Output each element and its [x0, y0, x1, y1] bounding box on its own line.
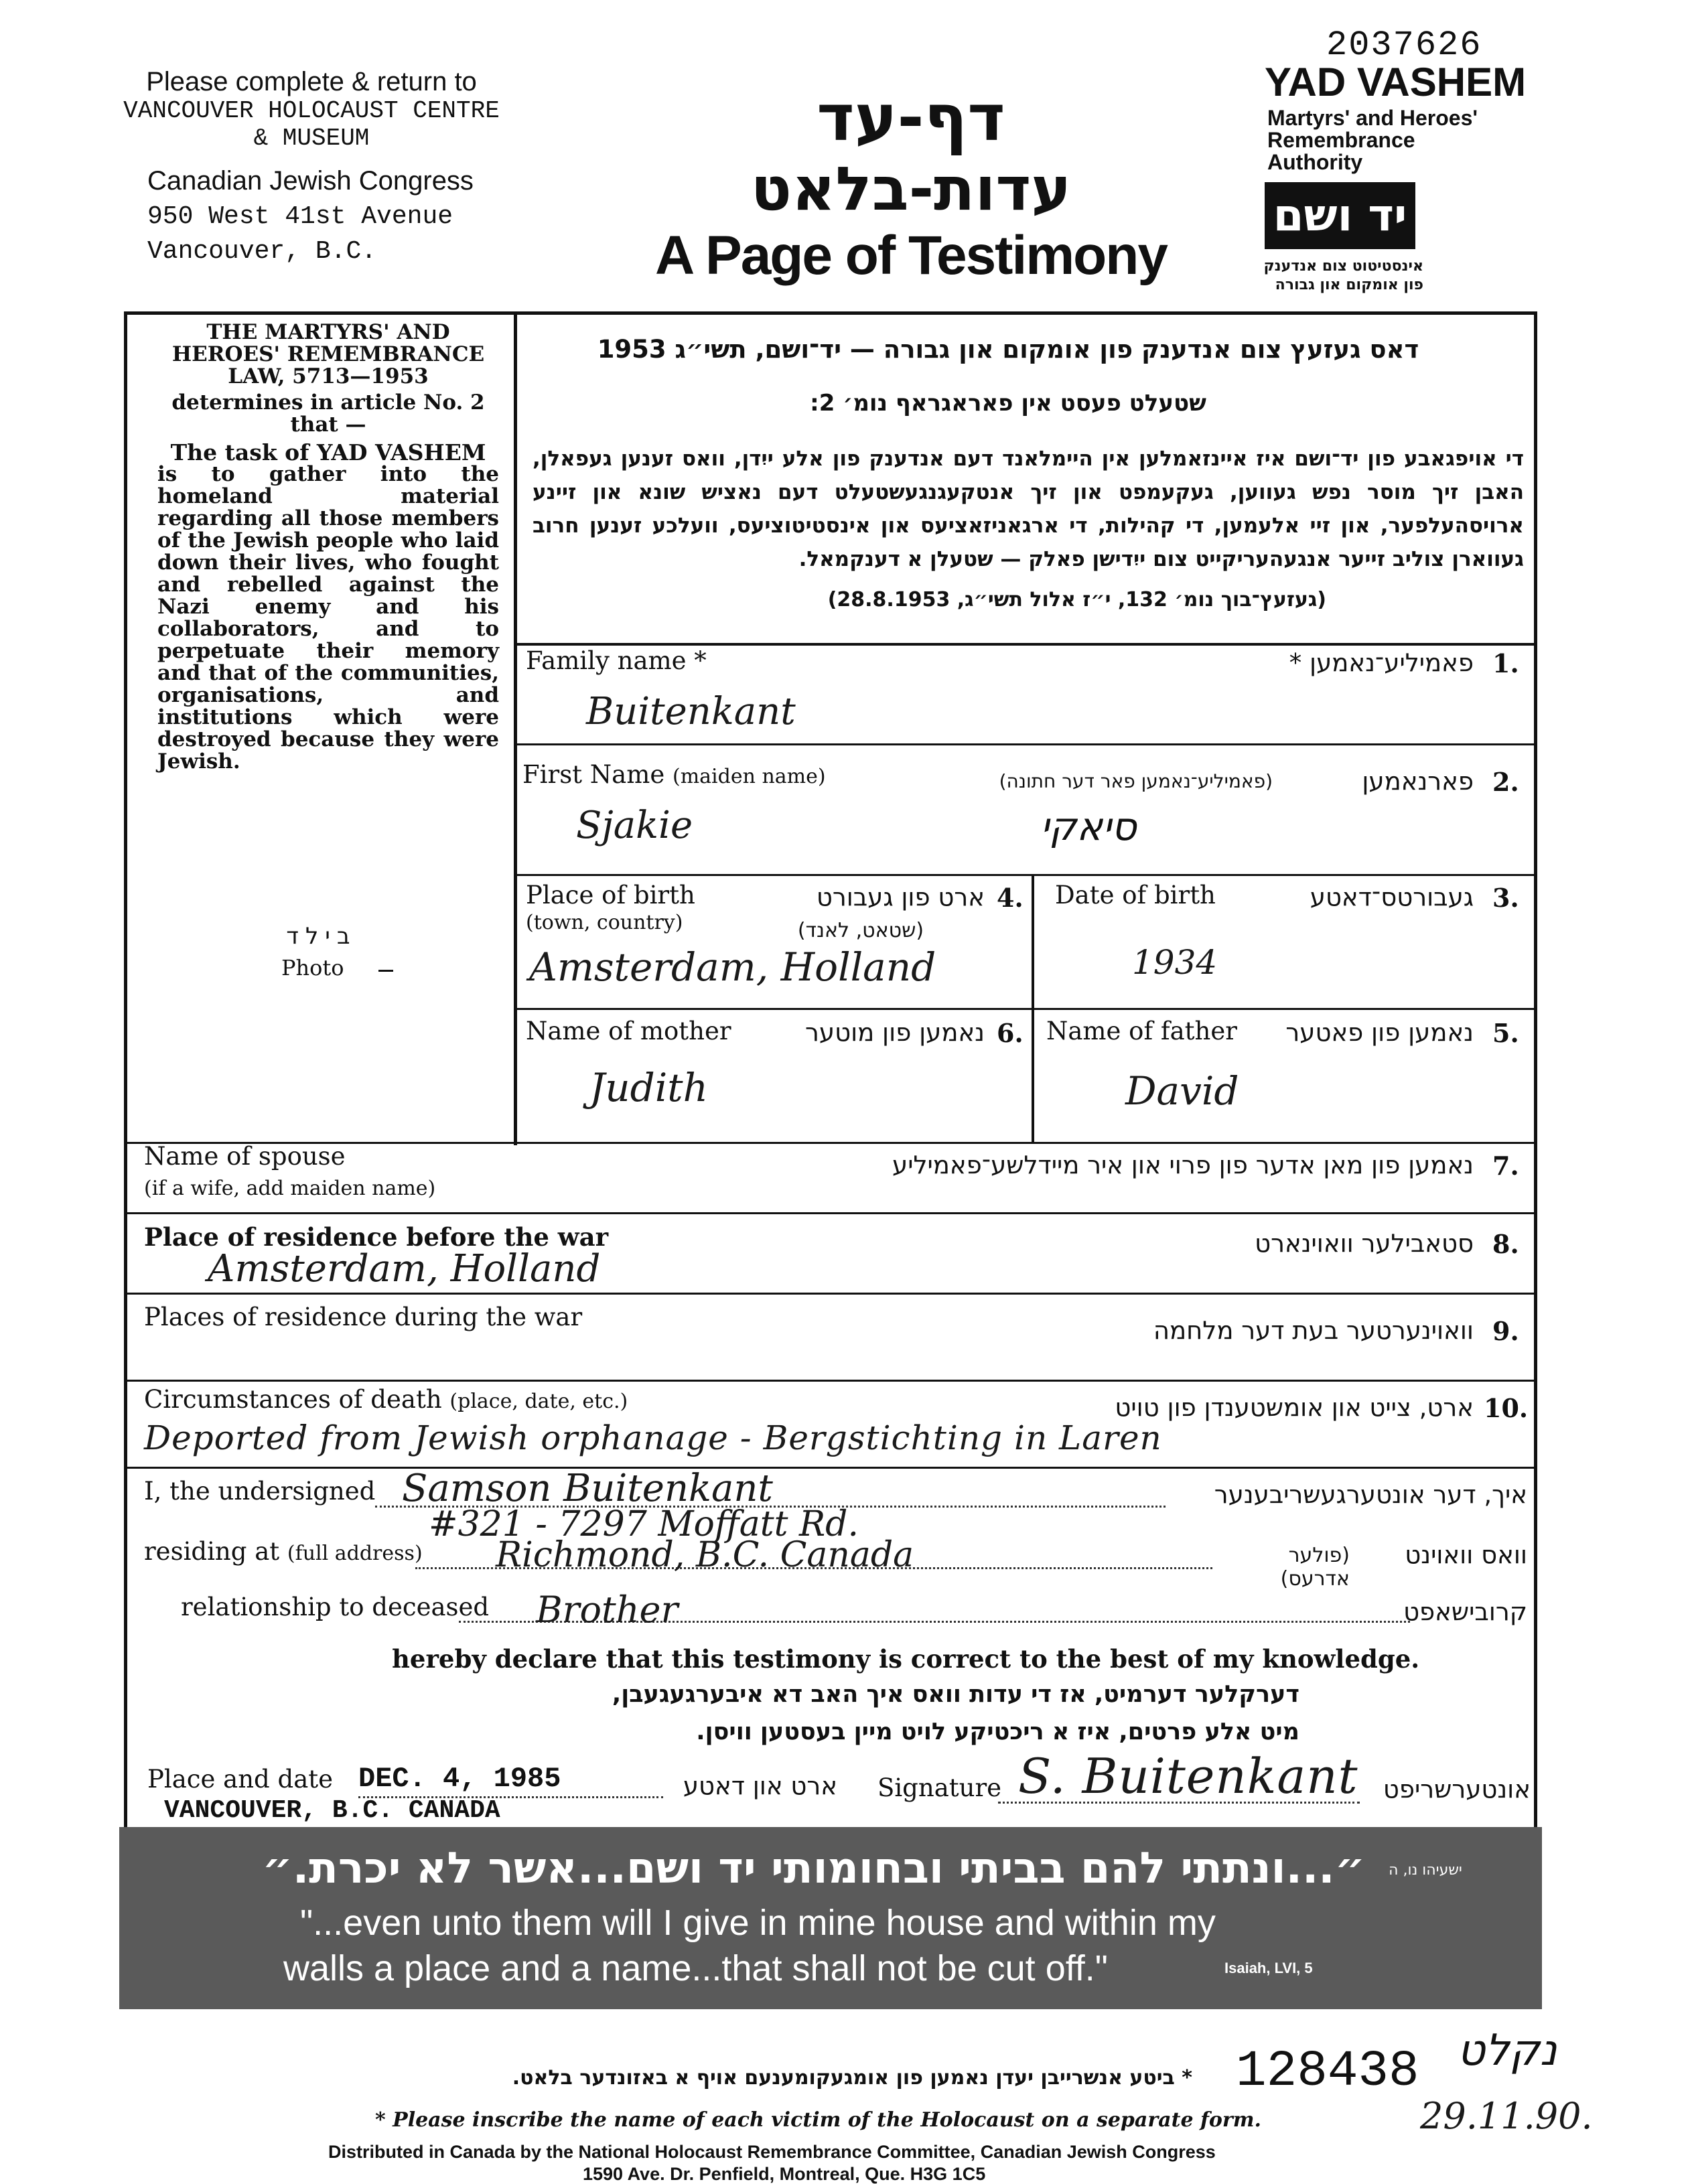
residence-during-num: 9.	[1492, 1316, 1519, 1346]
rule-above-declaration	[124, 1467, 1537, 1469]
banner-quote-ref: Isaiah, LVI, 5	[1224, 1960, 1313, 1976]
place-date-label-heb: ארט און דאטע	[683, 1771, 837, 1800]
footer-english-note: * Please inscribe the name of each victim of the Holocaust on a separate form.	[375, 2108, 1261, 2132]
residence-before-label-heb: סטאבילער וואוינארט	[1255, 1229, 1474, 1258]
yad-vashem-logo: יד ושם	[1265, 182, 1415, 249]
declare-text: hereby declare that this testimony is correct to the best of my knowledge.	[392, 1644, 1420, 1674]
address-line2[interactable]: Richmond, B.C. Canada	[496, 1535, 914, 1575]
footer-yiddish-note: * ביטע אנשרייבן יעדן נאמען פון אומגעקומענעם אויף א באזונדער בלאט.	[512, 2066, 1192, 2090]
footer-address: 1590 Ave. Dr. Penfield, Montreal, Que. H3G 1C5	[583, 2164, 986, 2184]
place-of-birth-label: Place of birth	[526, 881, 695, 909]
father-label: Name of father	[1046, 1017, 1237, 1045]
date-of-birth-label: Date of birth	[1055, 881, 1216, 909]
residing-label-heb: וואס וואוינט	[1405, 1540, 1527, 1569]
father-num: 5.	[1492, 1018, 1519, 1048]
mother-value[interactable]: Judith	[589, 1065, 708, 1110]
residing-label-sub: (full address)	[287, 1542, 423, 1565]
rule-above-first	[514, 743, 1537, 745]
photo-mark	[378, 970, 393, 972]
org-subtitle-line-1: Martyrs' and Heroes'	[1267, 106, 1478, 130]
title-hebrew-1: דף-עד	[817, 80, 1005, 155]
family-name-num: 1.	[1492, 648, 1519, 678]
spouse-label: Name of spouse	[144, 1142, 346, 1171]
place-of-birth-label-heb: ארט פון געבורט	[816, 883, 985, 912]
org-subtitle-line-2: Remembrance	[1267, 128, 1415, 152]
mother-label-heb: נאמען פון מוטער	[805, 1018, 985, 1047]
first-name-value[interactable]: Sjakie	[576, 804, 693, 847]
mother-label: Name of mother	[526, 1017, 731, 1045]
death-label	[144, 1385, 628, 1414]
rule-above-residence	[124, 1212, 1537, 1214]
first-name-value-heb[interactable]: סיאקי	[1040, 804, 1137, 849]
relationship-value[interactable]: Brother	[536, 1589, 679, 1631]
law-intro: determines in article No. 2 that —	[171, 390, 485, 437]
undersigned-label-heb: איך, דער אונטערגעשריבענער	[1214, 1480, 1527, 1509]
declare-heb-1: דערקלער דערמיט, אז די עדות וואס איך האב דא איבערגעגעבן,	[612, 1681, 1299, 1708]
place-of-birth-label-heb-sub: (שטאט, לאנד)	[797, 919, 924, 942]
family-name-label-heb: פאמיליע־נאמען *	[1289, 648, 1474, 677]
date-of-birth-num: 3.	[1492, 883, 1519, 913]
law-heading: THE MARTYRS' AND HEROES' REMEMBRANCE LAW, 5713—1953	[171, 320, 485, 388]
rule-above-family	[514, 643, 1537, 646]
death-label-heb: ארט, צייט און אומשטענדן פון טויט	[1115, 1393, 1474, 1422]
return-line-5: 950 West 41st Avenue	[147, 202, 453, 231]
stamp-number: 128438	[1236, 2043, 1419, 2100]
spouse-num: 7.	[1492, 1151, 1519, 1181]
law-yiddish-line2: שטעלט פעסט אין פאראגראף נומ׳ 2:	[810, 390, 1206, 417]
law-yiddish-citation: (געזעץ־בוך נומ׳ 132, י״ז אלול תשי״ג, 28.8.1953)	[827, 588, 1326, 611]
org-yiddish-2: פון אומקום און גבורה	[1275, 277, 1423, 293]
first-name-label-text: First Name	[522, 760, 665, 789]
place-of-birth-label-sub: (town, country)	[526, 911, 683, 934]
banner-quote-line1: "...even unto them will I give in mine house and within my	[300, 1903, 1216, 1943]
death-label-text: Circumstances of death	[144, 1385, 442, 1414]
return-line-4: Canadian Jewish Congress	[147, 166, 474, 196]
law-body: is to gather into the homeland material regarding all those members of the Jewish people who laid down their lives, who fought and rebelled against the Nazi enemy and his collaborators, and to perpetuate their memory and that of the communities, organisations, and institutions which were destroyed because they were Jewish.	[157, 462, 499, 774]
title-hebrew-2: עדות-בלאט	[750, 154, 1072, 224]
father-label-heb: נאמען פון פאטער	[1285, 1018, 1474, 1047]
handwritten-hebrew-note: נקלט	[1457, 2026, 1557, 2076]
first-name-label	[522, 760, 826, 789]
return-line-1: Please complete & return to	[146, 67, 477, 96]
return-line-3: & MUSEUM	[253, 125, 370, 152]
org-yiddish-1: אינסטיטוט צום אנדענק	[1263, 258, 1423, 275]
address-line1[interactable]: #321 - 7297 Moffatt Rd.	[429, 1504, 859, 1544]
banner-hebrew-ref: ישעיהו נו, ה	[1389, 1862, 1462, 1879]
law-yiddish-line1: דאס געזעץ צום אנדענק פון אומקום און גבורה — יד־ושם, תשי״ג 1953	[597, 335, 1419, 364]
first-name-label-heb-sub: (פאמיליע־נאמען פאר דער חתונה)	[999, 770, 1273, 792]
photo-label: Photo	[281, 955, 344, 980]
first-name-num: 2.	[1492, 767, 1519, 797]
relationship-label: relationship to deceased	[181, 1593, 490, 1621]
place-of-birth-num: 4.	[997, 883, 1024, 913]
date-of-birth-value[interactable]: 1934	[1132, 943, 1218, 982]
photo-hebrew: בילד	[286, 923, 357, 950]
residence-during-label: Places of residence during the war	[144, 1303, 583, 1331]
residence-before-value[interactable]: Amsterdam, Holland	[208, 1247, 601, 1291]
banner-hebrew-quote: ״...ונתתי להם בביתי ובחומותי יד ושם...אשר לא יכרת.״	[262, 1844, 1365, 1893]
spouse-label-heb: נאמען פון מאן אדער פון פרוי און איר מיידלשע־פאמיליע	[892, 1151, 1474, 1179]
org-name: YAD VASHEM	[1265, 60, 1527, 104]
death-value[interactable]: Deported from Jewish orphanage - Bergstichting in Laren	[144, 1418, 1162, 1457]
date-of-birth-label-heb: געבורטס־דאטע	[1310, 883, 1474, 912]
quote-banner	[119, 1827, 1542, 2009]
death-label-sub: (place, date, etc.)	[449, 1390, 628, 1413]
declare-heb-2: מיט אלע פרטים, איז א ריכטיקע לויט מיין בעסטען וויסן.	[696, 1719, 1299, 1745]
banner-quote-line2: walls a place and a name...that shall not be cut off."	[283, 1948, 1108, 1988]
law-box-divider	[514, 311, 517, 1145]
org-subtitle	[1267, 107, 1478, 173]
law-yiddish-body: די אויפגאבע פון יד־ושם איז איינזאמלען אין היימלאנד דעם אנדענק פון אלע ייִדן, וואס זענען געפאלן, האבן זיך מוסר נפש געווען, געקעמפט און זיך אנטקעגנגעשטעלט דעם נאציש שונא און זיינע ארויסהעלפער, און זיי אלעמען, די קהילות, די ארגאניזאציעס און אינסטיטוציעס, וועלכע זענען חרוב געווארן צוליב זייער אנגעהעריקייט צום ייִדישן פאלק — שטעלן א דענקמאל.	[533, 447, 1524, 571]
first-name-label-sub: (maiden name)	[673, 765, 826, 788]
residence-before-num: 8.	[1492, 1229, 1519, 1259]
return-line-2: VANCOUVER HOLOCAUST CENTRE	[123, 97, 500, 125]
return-address	[94, 67, 529, 152]
family-name-label: Family name *	[526, 646, 707, 675]
residing-label	[144, 1537, 423, 1566]
family-name-value[interactable]: Buitenkant	[586, 690, 796, 733]
rule-above-during	[124, 1293, 1537, 1295]
relationship-label-heb: קרובישאפט	[1403, 1597, 1527, 1626]
undersigned-label: I, the undersigned	[144, 1477, 376, 1506]
rule-above-birth	[514, 874, 1537, 876]
place-value[interactable]: VANCOUVER, B.C. CANADA	[164, 1796, 500, 1825]
page-title: A Page of Testimony	[655, 225, 1167, 286]
signature-value[interactable]: S. Buitenkant	[1018, 1748, 1358, 1804]
spouse-label-sub: (if a wife, add maiden name)	[144, 1177, 436, 1200]
law-body-lead: The task of YAD VASHEM	[170, 439, 486, 465]
signature-label-heb: אונטערשריפט	[1383, 1775, 1531, 1804]
place-date-label: Place and date	[147, 1765, 334, 1794]
signature-label: Signature	[877, 1773, 1002, 1802]
org-subtitle-line-3: Authority	[1267, 150, 1363, 174]
first-name-label-heb: פארנאמען	[1362, 767, 1474, 796]
rule-above-death	[124, 1380, 1537, 1382]
residence-before-label: Place of residence before the war	[144, 1222, 609, 1252]
footer-distributed: Distributed in Canada by the National Holocaust Remembrance Committee, Canadian Jewish Congress	[328, 2142, 1216, 2162]
rule-above-parents	[514, 1008, 1537, 1010]
date-value[interactable]: DEC. 4, 1985	[358, 1763, 561, 1795]
law-box	[157, 321, 499, 773]
residing-label-heb-sub: (פולער אדרעס)	[1280, 1544, 1350, 1591]
place-of-birth-value[interactable]: Amsterdam, Holland	[529, 944, 936, 990]
return-line-6: Vancouver, B.C.	[147, 237, 377, 266]
residing-label-text: residing at	[144, 1537, 280, 1566]
father-value[interactable]: David	[1125, 1068, 1239, 1114]
death-num: 10.	[1484, 1393, 1529, 1423]
serial-number: 2037626	[1326, 25, 1482, 65]
handwritten-date: 29.11.90.	[1420, 2095, 1593, 2137]
undersigned-value[interactable]: Samson Buitenkant	[402, 1467, 773, 1510]
mother-num: 6.	[997, 1018, 1024, 1048]
residence-during-label-heb: וואוינערטער בעת דער מלחמה	[1153, 1316, 1474, 1345]
